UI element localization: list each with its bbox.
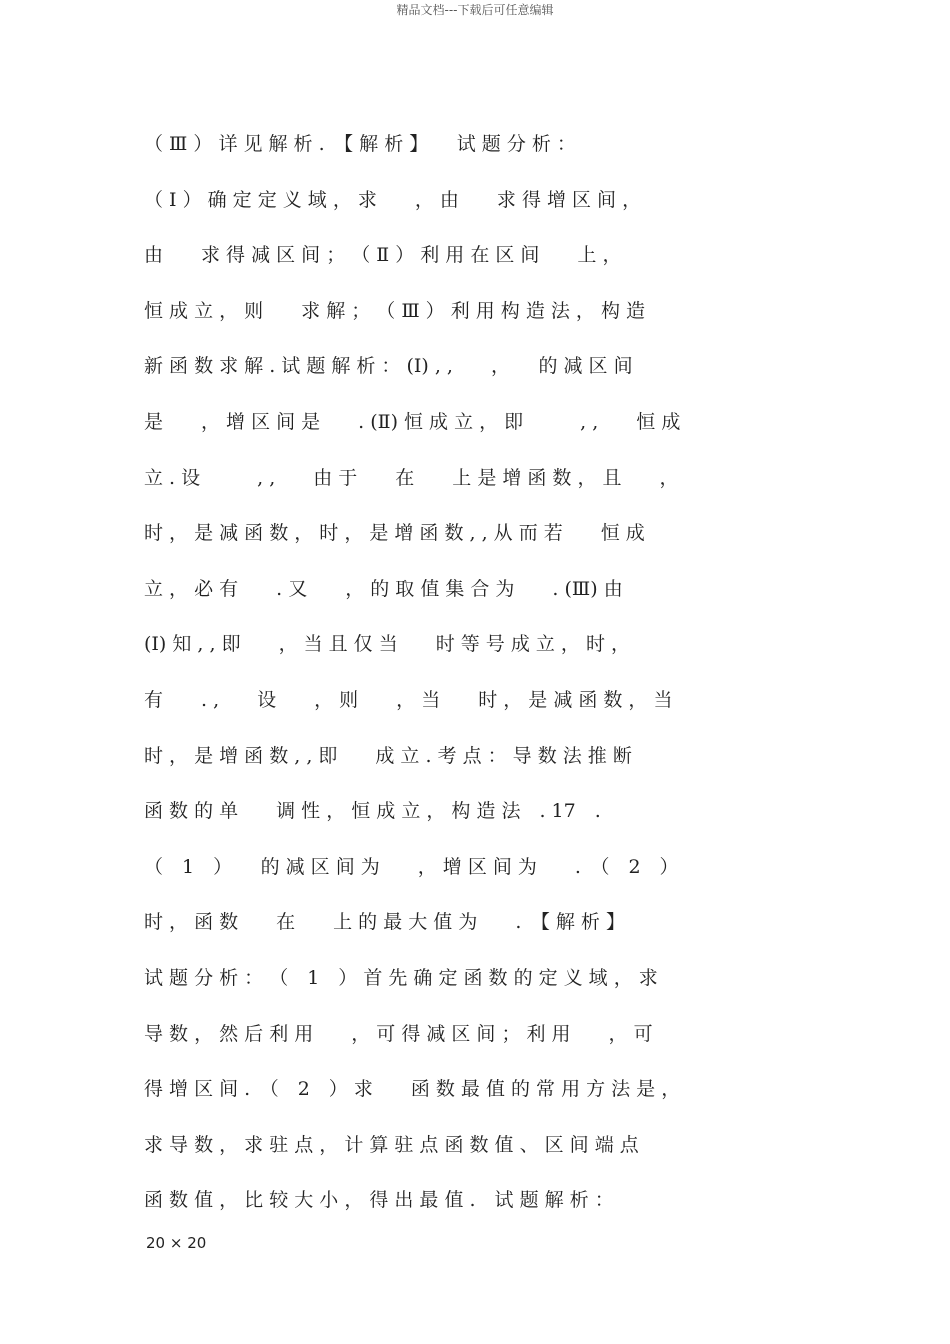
- text-line: 得 增 区 间 . （ 2 ） 求 函 数 最 值 的 常 用 方 法 是 ，: [144, 1078, 681, 1101]
- text-line: 立 ， 必 有 . 又 ， 的 取 值 集 合 为 . (Ⅲ) 由: [144, 577, 623, 600]
- text-line: （ 1 ） 的 减 区 间 为 ， 增 区 间 为 . （ 2 ）: [144, 855, 679, 878]
- text-line: 试 题 分 析 ： （ 1 ） 首 先 确 定 函 数 的 定 义 域 ， 求: [144, 966, 658, 989]
- text-line: （ Ⅰ ） 确 定 定 义 域 ， 求 ， 由 求 得 增 区 间 ，: [144, 188, 642, 211]
- text-line: 有 . , 设 ， 则 ， 当 时 ， 是 减 函 数 ， 当: [144, 688, 673, 711]
- text-line: 时 ， 是 减 函 数 ， 时 ， 是 增 函 数 , , 从 而 若 恒 成: [144, 522, 645, 545]
- text-line: 时 ， 函 数 在 上 的 最 大 值 为 . 【 解 析 】: [144, 911, 625, 934]
- text-line: 恒 成 立 ， 则 求 解 ； （ Ⅲ ） 利 用 构 造 法 ， 构 造: [144, 299, 645, 322]
- text-line: 新 函 数 求 解 . 试 题 解 析 ： (Ⅰ) , , ， 的 减 区 间: [144, 355, 633, 378]
- text-line: 时 ， 是 增 函 数 , , 即 成 立 . 考 点 ： 导 数 法 推 断: [144, 744, 632, 767]
- text-line: 函 数 的 单 调 性 ， 恒 成 立 ， 构 造 法 . 17 .: [144, 800, 601, 823]
- text-line: (Ⅰ) 知 , , 即 ， 当 且 仅 当 时 等 号 成 立 ， 时 ，: [144, 633, 631, 656]
- document-body: [144, 128, 844, 1240]
- text-line: 立 . 设 , , 由 于 在 上 是 增 函 数 ， 且 ，: [144, 466, 679, 489]
- text-line: 求 导 数 ， 求 驻 点 ， 计 算 驻 点 函 数 值 、 区 间 端 点: [144, 1133, 639, 1156]
- text-line: （ Ⅲ ） 详 见 解 析 . 【 解 析 】 试 题 分 析 ：: [144, 133, 576, 155]
- text-line: 由 求 得 减 区 间 ； （ Ⅱ ） 利 用 在 区 间 上 ，: [144, 244, 622, 267]
- text-line: 函 数 值 ， 比 较 大 小 ， 得 出 最 值 . 试 题 解 析 ：: [144, 1189, 614, 1212]
- text-line: 是 ， 增 区 间 是 . (Ⅱ) 恒 成 立 ， 即 , , 恒 成: [144, 410, 681, 433]
- text-line: 导 数 ， 然 后 利 用 ， 可 得 减 区 间 ； 利 用 ， 可: [144, 1022, 653, 1045]
- footer-note: 20 × 20: [146, 1234, 207, 1252]
- page-header: 精品文档---下载后可任意编辑: [396, 3, 554, 17]
